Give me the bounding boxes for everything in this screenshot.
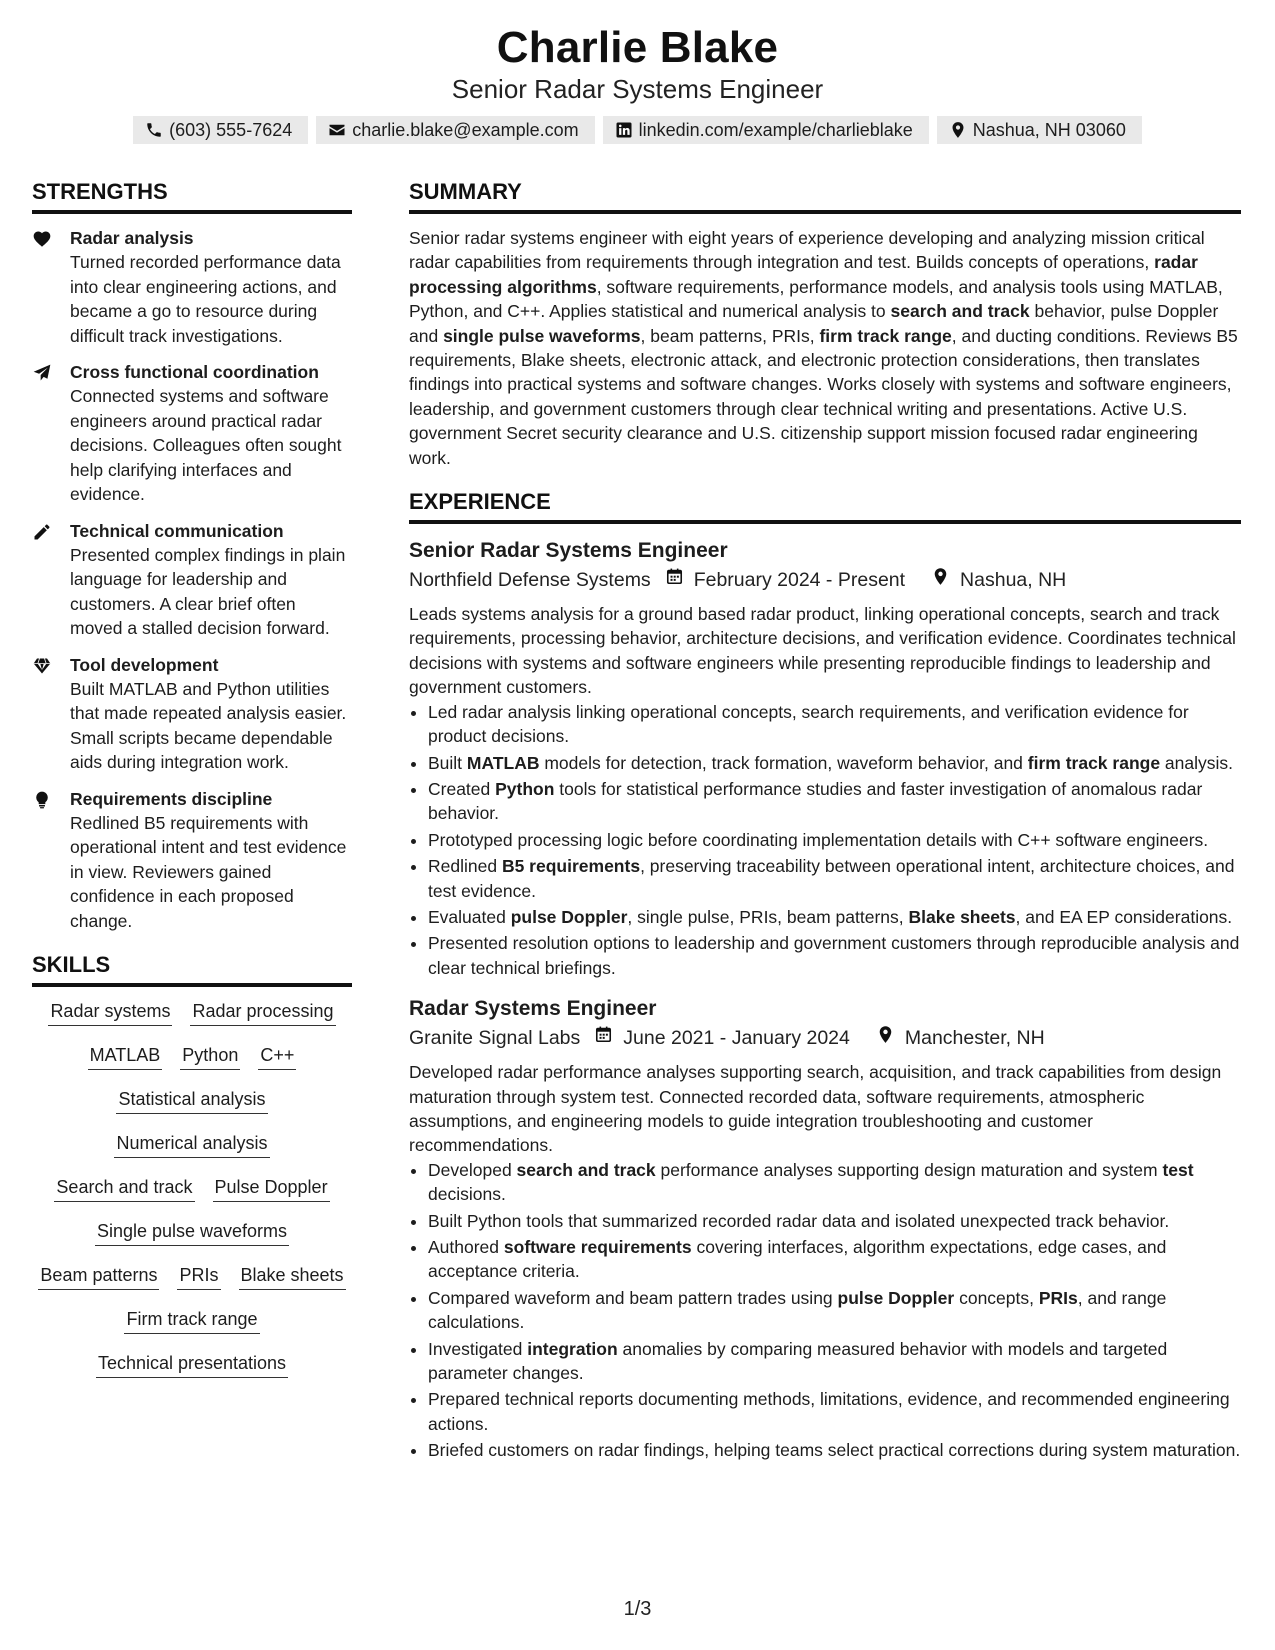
skill-row	[32, 1263, 352, 1290]
job-bullet: • Led radar analysis linking operational concepts, search requirements, and verification evidence for product decisions.	[428, 700, 1241, 749]
skill-tag: Numerical analysis	[114, 1131, 269, 1158]
job-bullet: • Prototyped processing logic before coordinating implementation details with C++ software engineers.	[428, 828, 1241, 852]
skill-tag: Pulse Doppler	[213, 1175, 330, 1202]
skill-tag: Search and track	[54, 1175, 194, 1202]
job-bullet: • Presented resolution options to leadership and government customers through reproducible analysis and clear technical briefings.	[428, 931, 1241, 980]
skill-row	[32, 1087, 352, 1114]
skill-row	[32, 1351, 352, 1378]
job-description: Leads systems analysis for a ground based radar product, linking operational concepts, search and track requirements, processing behavior, architecture decisions, and verification evidence. Coordinates technical decisions with systems and software engineers while presenting reproducible findings to leadership and government customers.	[409, 604, 1236, 698]
contact-phone[interactable]	[133, 116, 308, 144]
skill-row	[32, 1307, 352, 1334]
linkedin-icon	[615, 121, 633, 139]
heart-icon	[32, 226, 70, 348]
job-bullet: • Authored software requirements covering interfaces, algorithm expectations, edge cases, and acceptance criteria.	[428, 1235, 1241, 1284]
emphasized-text: test	[1162, 1159, 1194, 1180]
calendar-icon	[580, 1024, 623, 1052]
envelope-icon	[328, 121, 346, 139]
skill-tag: Python	[180, 1043, 240, 1070]
location-pin-icon	[862, 1024, 905, 1052]
strength-item	[32, 519, 352, 641]
strength-title: Technical communication	[70, 520, 284, 541]
skill-tag: Technical presentations	[96, 1351, 288, 1378]
lightbulb-icon	[32, 787, 70, 934]
strength-title: Radar analysis	[70, 228, 194, 248]
candidate-title: Senior Radar Systems Engineer	[451, 74, 824, 104]
job-bullet: • Compared waveform and beam pattern trades using pulse Doppler concepts, PRIs, and range calculations.	[428, 1286, 1241, 1335]
job-bullet: • Developed search and track performance analyses supporting design maturation and system test decisions.	[428, 1158, 1241, 1207]
contact-linkedin-text: linkedin.com/example/charlieblake	[638, 120, 913, 140]
strength-title: Tool development	[70, 654, 219, 675]
contact-bar	[0, 116, 1275, 144]
company-name: Northfield Defense Systems	[409, 569, 651, 592]
phone-icon	[145, 121, 163, 139]
emphasized-text: Blake sheets	[908, 906, 1016, 927]
left-column	[32, 176, 352, 1395]
job-bullet: • Briefed customers on radar findings, helping teams select practical corrections during system maturation.	[428, 1438, 1241, 1462]
job-entry	[409, 994, 1241, 1463]
skill-tag: Statistical analysis	[116, 1087, 267, 1114]
job-bullet: • Built MATLAB models for detection, track formation, waveform behavior, and firm track range analysis.	[428, 751, 1241, 775]
emphasized-text: search and track	[890, 301, 1030, 322]
company-name: Granite Signal Labs	[409, 1027, 581, 1050]
job-bullet: • Built Python tools that summarized recorded radar data and isolated unexpected track behavior.	[428, 1209, 1241, 1233]
right-column	[409, 176, 1241, 1477]
job-bullet: • Created Python tools for statistical performance studies and faster investigation of anomalous radar behavior.	[428, 777, 1241, 826]
strengths-heading: STRENGTHS	[32, 176, 352, 214]
contact-email-text: charlie.blake@example.com	[352, 120, 579, 140]
skills-heading: SKILLS	[32, 949, 352, 987]
pencil-icon	[32, 519, 70, 641]
skill-tag: C++	[258, 1043, 296, 1070]
strength-description: Turned recorded performance data into clear engineering actions, and became a go to resource during difficult track investigations.	[70, 252, 341, 346]
job-location: Nashua, NH	[960, 569, 1067, 592]
paper-plane-icon	[32, 360, 70, 507]
strength-item	[32, 787, 352, 934]
job-title: Radar Systems Engineer	[409, 997, 657, 1021]
job-description: Developed radar performance analyses supporting search, acquisition, and track capabilities from design maturation through system test. Connected recorded data, software requirements, atmospheric assumptions, and engineering models to guide integration troubleshooting and customer recommendations.	[409, 1062, 1222, 1156]
strength-description: Built MATLAB and Python utilities that made repeated analysis easier. Small scripts became dependable aids during integration work.	[70, 678, 347, 772]
job-dates: February 2024 - Present	[693, 569, 906, 592]
contact-email[interactable]	[316, 116, 594, 144]
emphasized-text: PRIs	[1038, 1287, 1078, 1308]
job-bullet: • Prepared technical reports documenting methods, limitations, evidence, and recommended engineering actions.	[428, 1387, 1241, 1436]
strength-description: Redlined B5 requirements with operational intent and test evidence in view. Reviewers gained confidence in each proposed change.	[70, 812, 347, 931]
job-bullet: • Evaluated pulse Doppler, single pulse, PRIs, beam patterns, Blake sheets, and EA EP considerations.	[428, 905, 1241, 929]
skill-tag: PRIs	[177, 1263, 220, 1290]
emphasized-text: search and track	[516, 1159, 656, 1180]
skill-row	[32, 1175, 352, 1202]
contact-linkedin[interactable]	[603, 116, 929, 144]
diamond-icon	[32, 653, 70, 775]
location-pin-icon	[917, 566, 960, 594]
skill-row	[32, 1219, 352, 1246]
emphasized-text: pulse Doppler	[837, 1287, 955, 1308]
location-pin-icon	[949, 121, 967, 139]
calendar-icon	[651, 566, 694, 594]
skill-row	[32, 1043, 352, 1070]
skills-section	[32, 949, 352, 1378]
summary-heading: SUMMARY	[409, 176, 1241, 214]
resume-header	[0, 0, 1275, 144]
job-bullet: • Redlined B5 requirements, preserving traceability between operational intent, architecture choices, and test evidence.	[428, 854, 1241, 903]
strength-description: Connected systems and software engineers around practical radar decisions. Colleagues often sought help clarifying interfaces and evidence.	[70, 386, 342, 504]
job-bullet: • Investigated integration anomalies by comparing measured behavior with models and targeted parameter changes.	[428, 1337, 1241, 1386]
summary-text: Senior radar systems engineer with eight years of experience developing and analyzing mission critical radar capabilities from requirements through integration and test. Builds concepts of operations, radar processing algorithms, software requirements, performance models, and analysis tools using MATLAB, Python, and C++. Applies statistical and numerical analysis to search and track behavior, pulse Doppler and single pulse waveforms, beam patterns, PRIs, firm track range, and ducting conditions. Reviews B5 requirements, Blake sheets, electronic attack, and electronic protection considerations, then translates findings into practical systems and software changes. Works closely with systems and software engineers, leadership, and government customers through clear technical writing and presentations. Active U.S. government Secret security clearance and U.S. citizenship support mission focused radar engineering work.	[409, 228, 1238, 468]
job-title: Senior Radar Systems Engineer	[409, 539, 728, 563]
skill-tag: Firm track range	[124, 1307, 259, 1334]
contact-location-text: Nashua, NH 03060	[972, 120, 1126, 140]
emphasized-text: B5 requirements	[501, 856, 641, 877]
skill-tag: Blake sheets	[239, 1263, 346, 1290]
emphasized-text: Python	[495, 778, 555, 799]
strength-item	[32, 360, 352, 507]
strength-title: Cross functional coordination	[70, 362, 319, 382]
candidate-name: Charlie Blake	[496, 23, 779, 72]
emphasized-text: firm track range	[1027, 752, 1161, 773]
contact-location	[937, 116, 1142, 144]
contact-phone-text: (603) 555-7624	[169, 120, 293, 140]
job-bullets	[409, 700, 1241, 980]
emphasized-text: software requirements	[503, 1237, 692, 1257]
skill-tag: Radar systems	[48, 999, 172, 1026]
emphasized-text: radar processing algorithms	[409, 252, 1198, 297]
strength-description: Presented complex findings in plain language for leadership and customers. A clear brief often moved a stalled decision forward.	[70, 544, 346, 638]
page-indicator: 1/3	[623, 1598, 652, 1620]
strength-item	[32, 226, 352, 348]
skill-tag: Radar processing	[190, 999, 335, 1026]
job-bullets	[409, 1158, 1241, 1463]
skill-tag: Single pulse waveforms	[95, 1219, 289, 1246]
job-entry	[409, 536, 1241, 980]
emphasized-text: firm track range	[819, 325, 952, 346]
experience-heading: EXPERIENCE	[409, 486, 1241, 524]
emphasized-text: integration	[527, 1338, 618, 1359]
strength-item	[32, 653, 352, 775]
job-dates: June 2021 - January 2024	[623, 1027, 850, 1050]
skill-tag: Beam patterns	[38, 1263, 159, 1290]
emphasized-text: pulse Doppler	[510, 906, 628, 927]
skill-tag: MATLAB	[88, 1043, 163, 1070]
skill-row	[32, 999, 352, 1026]
job-meta	[409, 566, 1241, 594]
strength-title: Requirements discipline	[70, 788, 273, 809]
skill-row	[32, 1131, 352, 1158]
job-location: Manchester, NH	[904, 1027, 1045, 1050]
emphasized-text: MATLAB	[466, 752, 540, 773]
emphasized-text: single pulse waveforms	[443, 325, 641, 346]
job-meta	[409, 1024, 1241, 1052]
